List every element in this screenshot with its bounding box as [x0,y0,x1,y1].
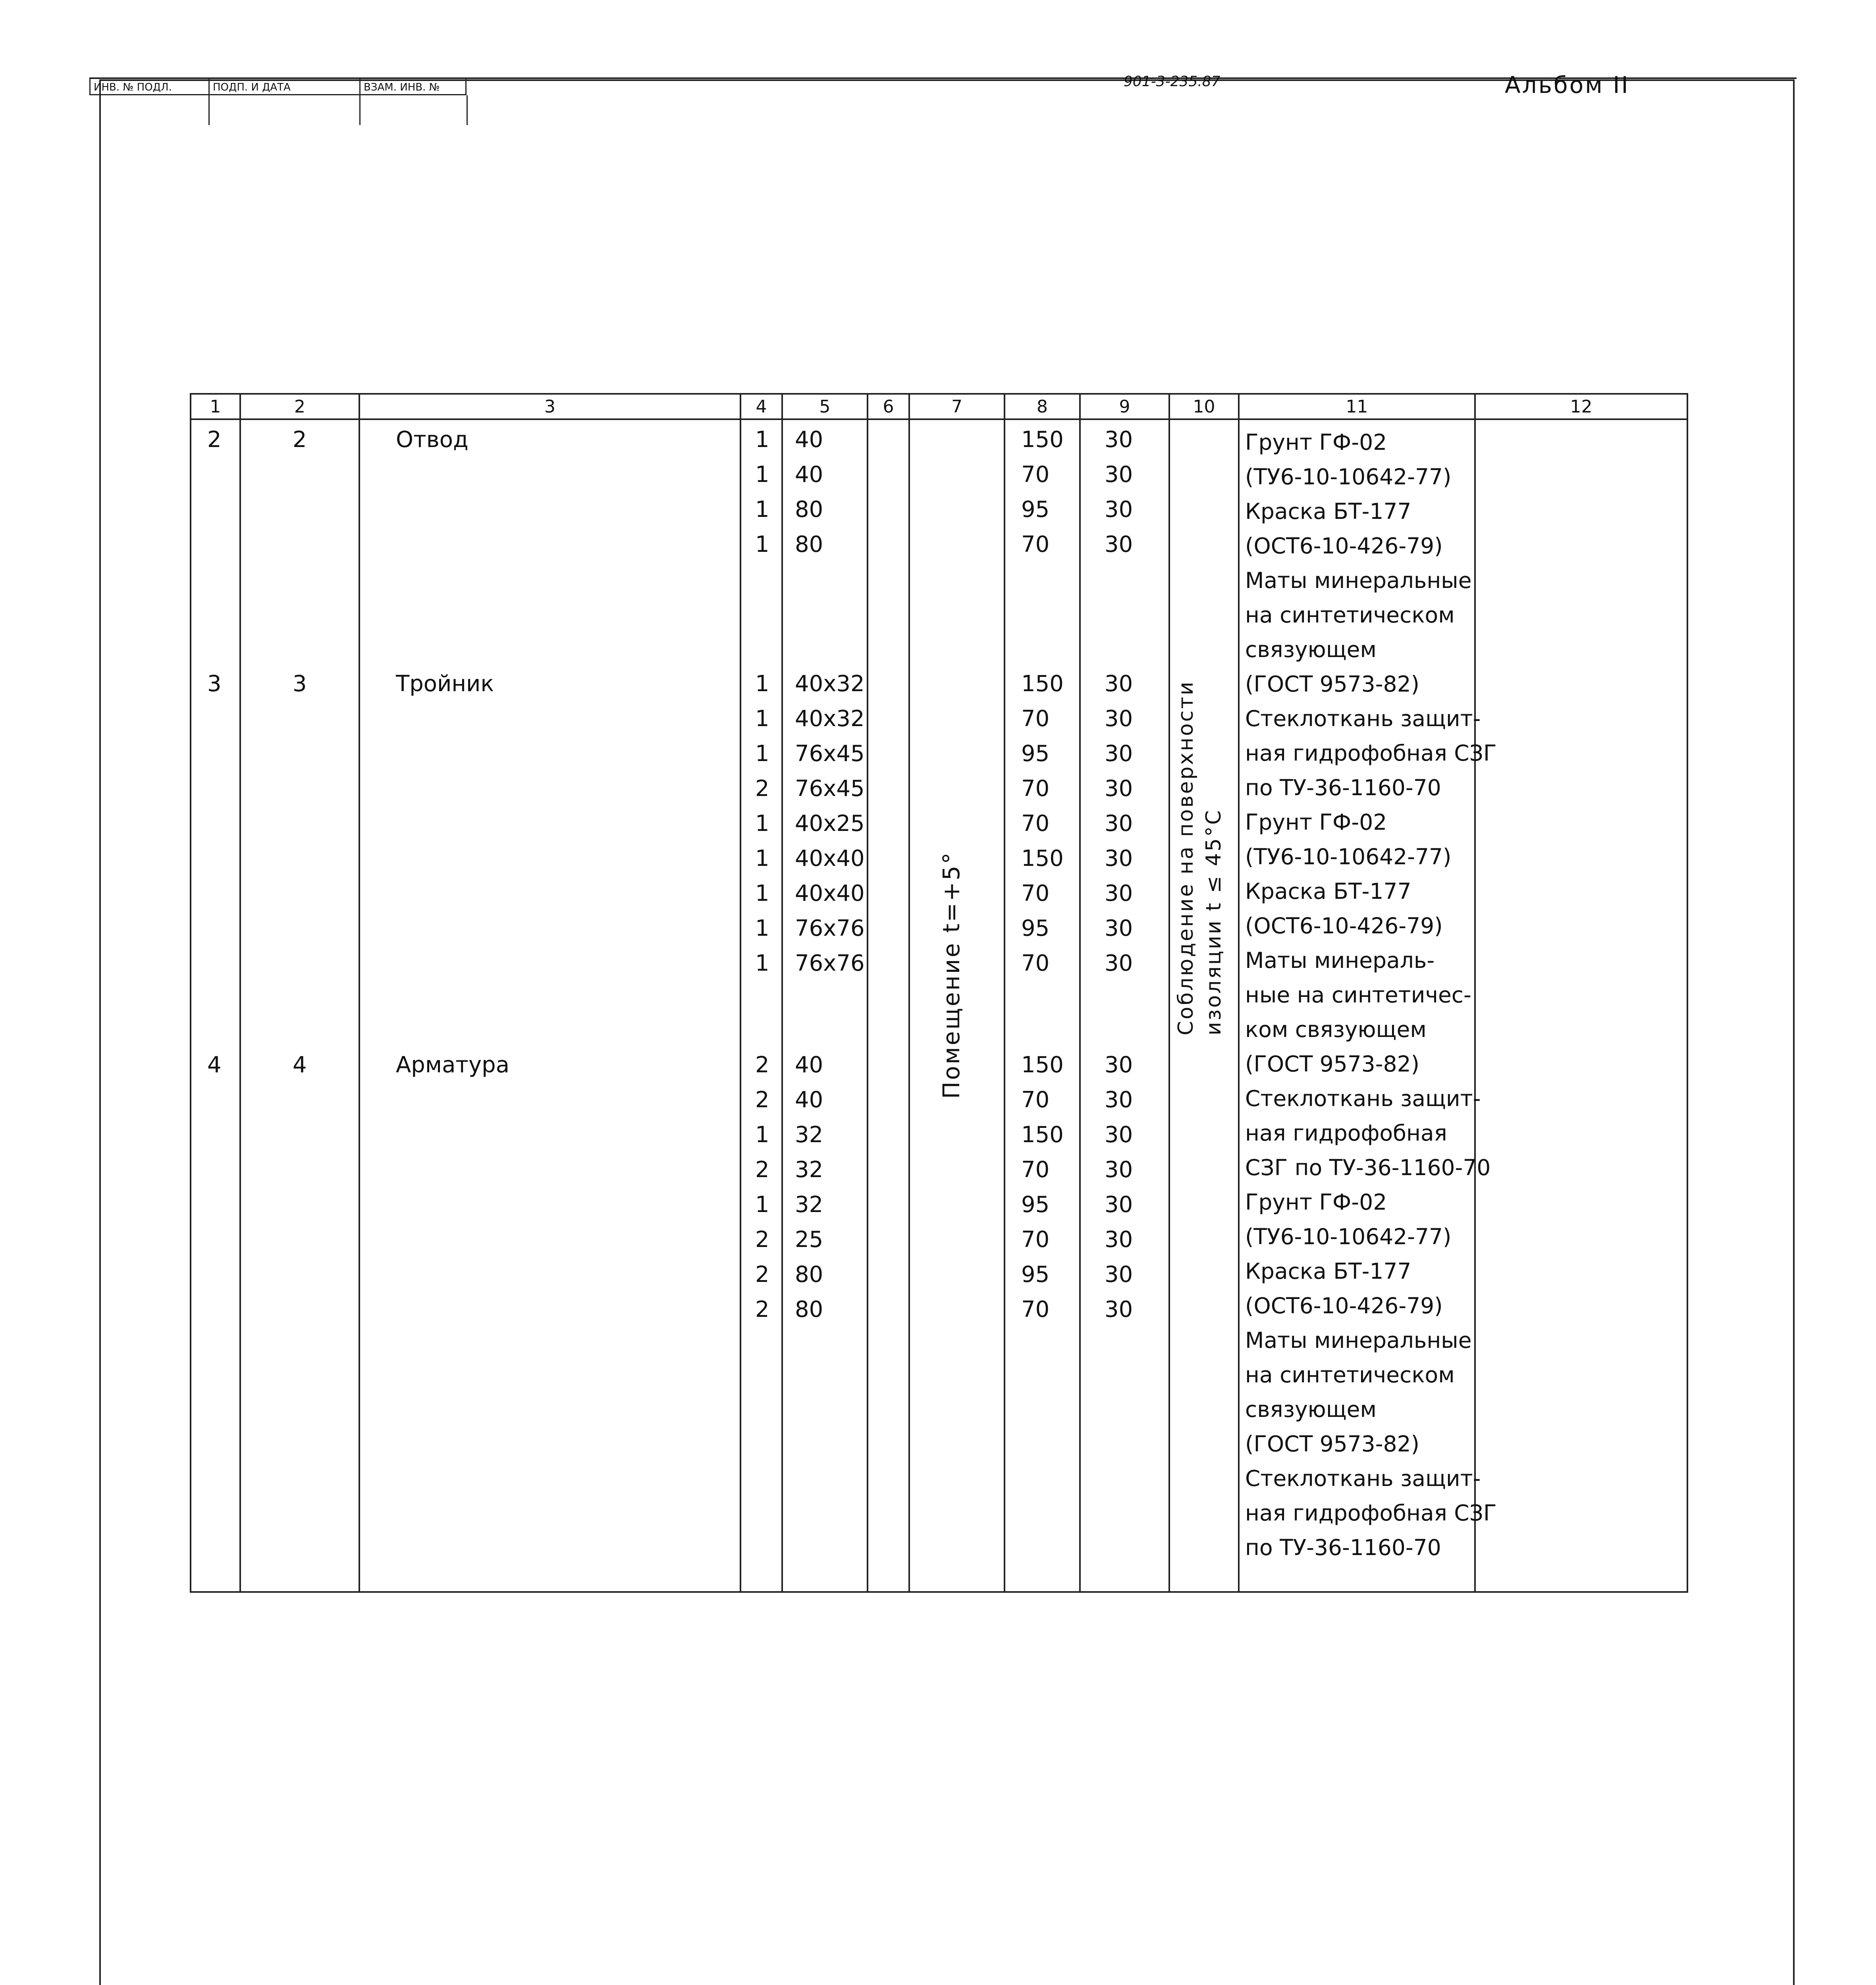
quantity-cell: 2 [755,1087,769,1113]
col9-cell: 30 [1105,1262,1133,1287]
col8-cell: 150 [1021,427,1064,453]
position-number: 3 [207,671,222,697]
col9-cell: 30 [1105,427,1133,453]
column-header: 8 [1005,394,1080,419]
material-line: ная гидрофобная СЗГ [1245,740,1497,766]
surface-condition-line-1: Соблюдение на поверхности [1174,680,1198,1035]
material-line: Краска БТ-177 [1245,879,1411,904]
size-cell: 32 [795,1122,823,1148]
material-line: по ТУ-36-1160-70 [1245,1535,1441,1560]
col9-cell: 30 [1105,1192,1133,1218]
col9-cell: 30 [1105,706,1133,732]
material-line: (ТУ6-10-10642-77) [1245,1224,1452,1249]
quantity-cell: 1 [755,532,769,557]
col9-cell: 30 [1105,950,1133,976]
size-cell: 80 [795,532,823,557]
col8-cell: 95 [1021,1192,1050,1218]
column-header: 1 [191,394,240,419]
material-line: связующем [1245,1397,1377,1422]
col9-cell: 30 [1105,462,1133,488]
surface-condition-line-2: изоляции t ≤ 45°C [1202,809,1226,1035]
material-line: ная гидрофобная [1245,1120,1447,1146]
col9-cell: 30 [1105,1297,1133,1322]
column-header: 10 [1169,394,1239,419]
col-size [782,419,868,1592]
item-name: Отвод [396,427,469,453]
quantity-cell: 1 [755,881,769,906]
quantity-cell: 2 [755,1227,769,1253]
material-line: СЗГ по ТУ-36-1160-70 [1245,1155,1491,1180]
column-header: 11 [1239,394,1475,419]
material-line: Грунт ГФ-02 [1245,809,1387,835]
col9-cell: 30 [1105,1087,1133,1113]
column-header: 12 [1475,394,1687,419]
col9-cell: 30 [1105,776,1133,802]
col9-cell: 30 [1105,1227,1133,1253]
material-line: (ГОСТ 9573-82) [1245,1431,1420,1457]
material-line: (ТУ6-10-10642-77) [1245,844,1452,869]
material-line: Маты минеральные [1245,1328,1472,1353]
material-line: ком связующем [1245,1017,1427,1042]
material-line: Краска БТ-177 [1245,499,1411,524]
col8-cell: 70 [1021,811,1050,836]
material-line: ная гидрофобная СЗГ [1245,1500,1497,1526]
material-line: на синтетическом [1245,602,1455,628]
column-header: 2 [240,394,359,419]
col9-cell: 30 [1105,811,1133,836]
table-header-row [191,394,1687,419]
quantity-cell: 1 [755,706,769,732]
quantity-cell: 1 [755,1192,769,1218]
col-position [191,419,240,1592]
item-name: Тройник [396,671,494,697]
quantity-cell: 1 [755,950,769,976]
stamp-sign-cell: ПОДП. И ДАТА [208,77,359,95]
table-body-row [191,419,1687,1592]
size-cell: 80 [795,497,823,522]
stamp-replace-cell: ВЗАМ. ИНВ. № [359,77,467,95]
quantity-cell: 1 [755,462,769,488]
col8-cell: 95 [1021,915,1050,941]
material-line: (ОСТ6-10-426-79) [1245,533,1443,559]
size-cell: 40 [795,462,823,488]
quantity-cell: 2 [755,1052,769,1078]
quantity-cell: 1 [755,846,769,871]
size-cell: 40 [795,1087,823,1113]
size-cell: 76х45 [795,741,865,767]
column-header: 5 [782,394,868,419]
column-header: 4 [740,394,782,419]
top-left-stamp [89,77,467,125]
column-header: 9 [1080,394,1169,419]
item-number: 3 [293,671,307,697]
material-line: (ОСТ6-10-426-79) [1245,913,1443,939]
col9-cell: 30 [1105,1052,1133,1078]
album-number: Альбом II [1505,71,1630,98]
item-name: Арматура [396,1052,510,1078]
stamp-divider [208,95,210,125]
material-line: по ТУ-36-1160-70 [1245,775,1441,800]
stamp-divider [359,95,361,125]
insulation-spec-table [190,393,1688,1593]
position-number: 2 [207,427,222,453]
quantity-cell: 1 [755,497,769,522]
size-cell: 40 [795,1052,823,1078]
material-line: Стеклоткань защит- [1245,706,1481,731]
col8-cell: 70 [1021,776,1050,802]
stamp-divider [467,95,468,125]
col9-cell: 30 [1105,1122,1133,1148]
col8-cell: 95 [1021,497,1050,522]
col8-cell: 95 [1021,1262,1050,1287]
col9-cell: 30 [1105,846,1133,871]
col8-cell: 70 [1021,1157,1050,1183]
material-line: (ОСТ6-10-426-79) [1245,1293,1443,1318]
quantity-cell: 2 [755,1262,769,1287]
size-cell: 76х45 [795,776,865,802]
material-line: Маты минеральные [1245,568,1472,593]
col8-cell: 150 [1021,846,1064,871]
col-quantity [740,419,782,1592]
size-cell: 80 [795,1297,823,1322]
col9-cell: 30 [1105,915,1133,941]
quantity-cell: 1 [755,741,769,767]
stamp-inv-cell: ИНВ. № ПОДЛ. [89,77,208,95]
size-cell: 32 [795,1157,823,1183]
room-condition-text: Помещение t=+5° [938,851,965,1099]
position-number: 4 [207,1052,222,1078]
col9-cell: 30 [1105,741,1133,767]
col-9 [1080,419,1169,1592]
col9-cell: 30 [1105,881,1133,906]
col8-cell: 150 [1021,1052,1064,1078]
col8-cell: 70 [1021,462,1050,488]
material-line: (ГОСТ 9573-82) [1245,671,1420,697]
col-name [359,419,740,1592]
size-cell: 40 [795,427,823,453]
quantity-cell: 1 [755,427,769,453]
material-line: Грунт ГФ-02 [1245,430,1387,455]
size-cell: 76х76 [795,950,865,976]
document-code: 901-3-235.87 [1124,73,1220,90]
material-line: Стеклоткань защит- [1245,1086,1481,1111]
size-cell: 80 [795,1262,823,1287]
column-header: 6 [868,394,909,419]
col-6 [868,419,909,1592]
material-line: Краска БТ-177 [1245,1258,1411,1284]
material-line: ные на синтетичес- [1245,982,1471,1008]
material-line: Маты минераль- [1245,948,1435,973]
material-line: Грунт ГФ-02 [1245,1189,1387,1215]
col8-cell: 70 [1021,1297,1050,1322]
col9-cell: 30 [1105,671,1133,697]
col8-cell: 95 [1021,741,1050,767]
column-header: 7 [909,394,1005,419]
col8-cell: 70 [1021,706,1050,732]
size-cell: 40х32 [795,706,865,732]
quantity-cell: 1 [755,671,769,697]
col8-cell: 70 [1021,1227,1050,1253]
material-line: на синтетическом [1245,1362,1455,1388]
material-line: (ТУ6-10-10642-77) [1245,464,1452,490]
item-number: 2 [293,427,307,453]
col8-cell: 70 [1021,1087,1050,1113]
col8-cell: 70 [1021,881,1050,906]
quantity-cell: 2 [755,776,769,802]
item-number: 4 [293,1052,307,1078]
col9-cell: 30 [1105,497,1133,522]
col8-cell: 150 [1021,671,1064,697]
material-line: Стеклоткань защит- [1245,1466,1481,1491]
col-materials [1239,419,1497,1592]
column-header: 3 [359,394,740,419]
col-room [909,419,1005,1592]
quantity-cell: 1 [755,1122,769,1148]
size-cell: 76х76 [795,915,865,941]
quantity-cell: 1 [755,811,769,836]
quantity-cell: 2 [755,1297,769,1322]
material-line: (ГОСТ 9573-82) [1245,1051,1420,1077]
col-12 [1475,419,1687,1592]
col-item-number [240,419,359,1592]
size-cell: 40х40 [795,846,865,871]
material-line: связующем [1245,637,1377,662]
col8-cell: 70 [1021,532,1050,557]
col9-cell: 30 [1105,1157,1133,1183]
col-surface-condition [1169,419,1239,1592]
size-cell: 32 [795,1192,823,1218]
size-cell: 25 [795,1227,823,1253]
col9-cell: 30 [1105,532,1133,557]
size-cell: 40х40 [795,881,865,906]
col8-cell: 150 [1021,1122,1064,1148]
col8-cell: 70 [1021,950,1050,976]
size-cell: 40х25 [795,811,865,836]
size-cell: 40х32 [795,671,865,697]
quantity-cell: 2 [755,1157,769,1183]
quantity-cell: 1 [755,915,769,941]
col-8 [1005,419,1080,1592]
